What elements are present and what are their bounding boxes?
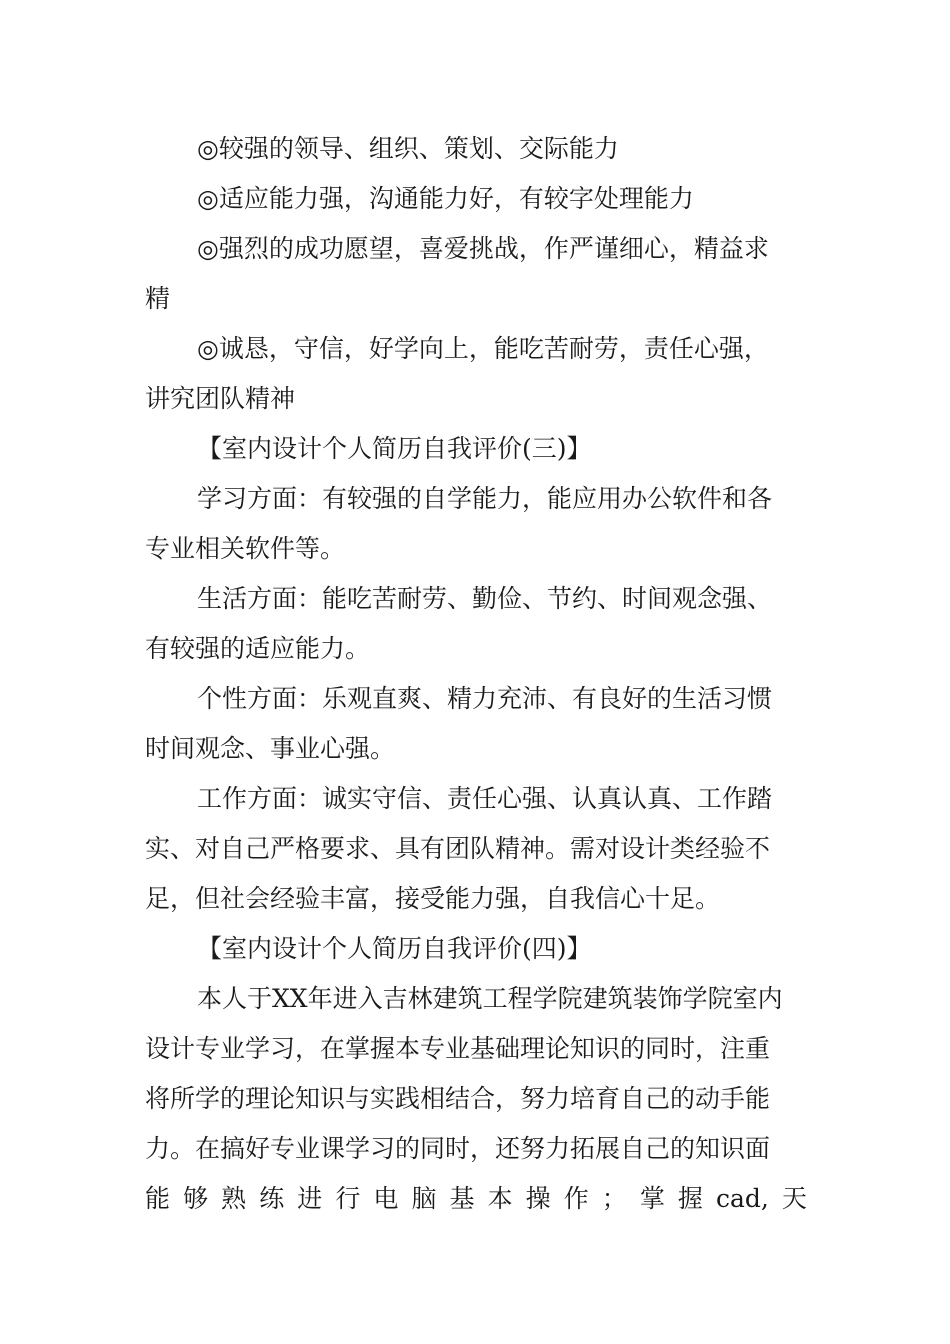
text-line: 个性方面：乐观直爽、精力充沛、有良好的生活习惯 (197, 684, 773, 713)
text-glyph: 天 (781, 1184, 807, 1213)
text-glyph: cad, (715, 1184, 769, 1213)
document-body (145, 124, 807, 1224)
text-line: 工作方面：诚实守信、责任心强、认真认真、工作踏 (197, 784, 773, 813)
text-glyph: 脑 (411, 1184, 437, 1213)
text-line: ◎强烈的成功愿望，喜爱挑战，作严谨细心，精益求 (197, 234, 769, 263)
text-glyph: 熟 (221, 1184, 247, 1213)
text-line: ◎诚恳，守信，好学向上，能吃苦耐劳，责任心强， (197, 334, 769, 363)
text-glyph: 能 (145, 1184, 171, 1213)
text-glyph: 操 (525, 1184, 551, 1213)
text-line: 专业相关软件等。 (145, 534, 346, 563)
text-glyph: 本 (487, 1184, 513, 1213)
text-line-justified (145, 1174, 807, 1224)
text-line: ◎较强的领导、组织、策划、交际能力 (197, 134, 619, 163)
text-line: 精 (145, 284, 171, 313)
text-glyph: 基 (449, 1184, 475, 1213)
section-heading: 【室内设计个人简历自我评价(三)】 (197, 434, 592, 463)
text-glyph: 作 (563, 1184, 589, 1213)
section-heading: 【室内设计个人简历自我评价(四)】 (197, 934, 592, 963)
text-glyph: 够 (183, 1184, 209, 1213)
text-line: 足，但社会经验丰富，接受能力强，自我信心十足。 (145, 884, 721, 913)
text-glyph: 进 (297, 1184, 323, 1213)
text-line: 学习方面：有较强的自学能力，能应用办公软件和各 (197, 484, 773, 513)
text-glyph: 掌 (639, 1184, 665, 1213)
text-glyph: 握 (677, 1184, 703, 1213)
text-glyph: ； (601, 1184, 627, 1213)
text-line: 本人于XX年进入吉林建筑工程学院建筑装饰学院室内 (197, 984, 783, 1013)
text-line: 时间观念、事业心强。 (145, 734, 396, 763)
text-line: 讲究团队精神 (145, 384, 296, 413)
text-glyph: 电 (373, 1184, 399, 1213)
text-glyph: 行 (335, 1184, 361, 1213)
text-line: 实、对自己严格要求、具有团队精神。需对设计类经验不 (145, 834, 771, 863)
text-line: ◎适应能力强，沟通能力好，有较字处理能力 (197, 184, 694, 213)
text-line: 生活方面：能吃苦耐劳、勤俭、节约、时间观念强、 (197, 584, 773, 613)
text-line: 设计专业学习，在掌握本专业基础理论知识的同时，注重 (145, 1034, 771, 1063)
text-line: 力。在搞好专业课学习的同时，还努力拓展自己的知识面 (145, 1134, 771, 1163)
text-line: 将所学的理论知识与实践相结合，努力培育自己的动手能 (145, 1084, 771, 1113)
text-line: 有较强的适应能力。 (145, 634, 371, 663)
text-glyph: 练 (259, 1184, 285, 1213)
